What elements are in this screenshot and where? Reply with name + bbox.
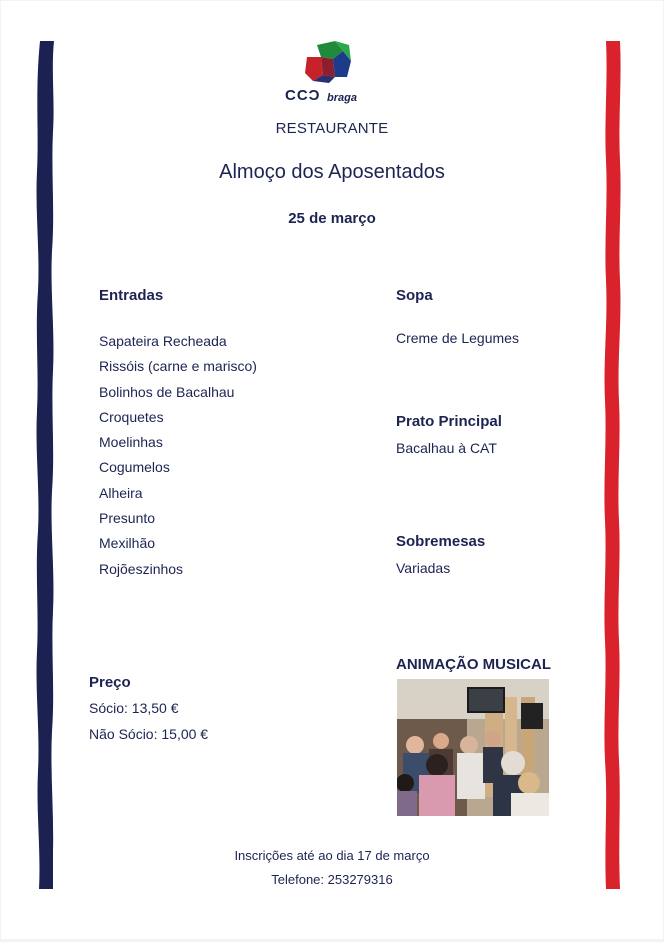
sobremesas-heading: Sobremesas	[396, 533, 486, 550]
prato-principal-item: Bacalhau à CAT	[396, 440, 497, 456]
list-item: Bolinhos de Bacalhau	[99, 383, 235, 400]
preco-nao-socio: Não Sócio: 15,00 €	[89, 726, 209, 742]
telefone-text: Telefone: 253279316	[271, 872, 393, 887]
flyer-page	[1, 1, 663, 939]
animacao-heading: ANIMAÇÃO MUSICAL	[396, 656, 551, 673]
list-item: Mexilhão	[99, 535, 156, 552]
ccd-braga-logo	[283, 39, 367, 105]
list-item: Rissóis (carne e marisco)	[99, 358, 257, 375]
preco-heading: Preço	[89, 674, 131, 691]
list-item: Cogumelos	[99, 459, 170, 476]
event-date: 25 de março	[288, 210, 376, 227]
svg-text:CCƆ: CCƆ	[285, 87, 321, 104]
section-label: RESTAURANTE	[275, 120, 389, 137]
inscricoes-text: Inscrições até ao dia 17 de março	[234, 848, 430, 863]
event-title: Almoço dos Aposentados	[219, 161, 445, 183]
preco-socio: Sócio: 13,50 €	[89, 700, 179, 716]
list-item: Presunto	[99, 510, 156, 527]
sobremesas-item: Variadas	[396, 560, 451, 576]
list-item: Croquetes	[99, 408, 164, 425]
entradas-list	[99, 332, 257, 585]
musical-event-photo	[397, 679, 549, 816]
list-item: Rojõeszinhos	[99, 560, 184, 577]
sopa-heading: Sopa	[396, 287, 433, 304]
svg-text:braga: braga	[327, 92, 357, 104]
list-item: Sapateira Recheada	[99, 333, 227, 349]
entradas-heading: Entradas	[99, 287, 164, 304]
list-item: Alheira	[99, 484, 143, 501]
sopa-item: Creme de Legumes	[396, 330, 519, 346]
prato-principal-heading: Prato Principal	[396, 413, 502, 430]
list-item: Moelinhas	[99, 434, 163, 451]
